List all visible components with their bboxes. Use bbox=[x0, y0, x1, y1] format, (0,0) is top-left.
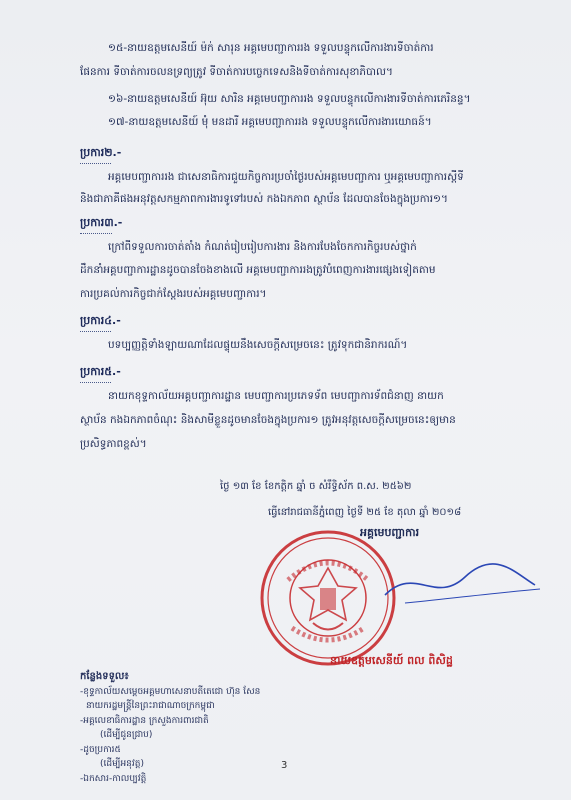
recipient-item: (ដើម្បីអនុវត្ត) bbox=[100, 759, 144, 769]
article-5-line: ស្ថាប័ន កងឯកភាពចំណុះ និងសាមីខ្លួនដូចមានចែងក្នុងប្រការ១ ត្រូវអនុវត្តសេចក្ដីសម្រេចនេះឲ្យមាន bbox=[80, 414, 456, 426]
recipient-item: -ដូចប្រការ៥ bbox=[80, 744, 121, 755]
article-4-line: បទប្បញ្ញត្តិទាំងឡាយណាដែលផ្ទុយនឹងសេចក្ដីសម្រេចនេះ ត្រូវទុកជានិរាករណ៍។ bbox=[108, 339, 408, 351]
article-3-line: ដឹកនាំអគ្គបញ្ជាការដ្ឋានដូចបានចែងខាងលើ អគ្គមេបញ្ជាការរងត្រូវបំពេញការងារផ្សេងទៀតតាម bbox=[80, 264, 436, 276]
assignment-item-17: ១៧-នាយឧត្តមសេនីយ៍ មុំ មនដារី អគ្គមេបញ្ជាការរង ទទួលបន្ទុកលើការងារយោធន៍។ bbox=[108, 116, 432, 128]
recipients-heading: កន្លែងទទួល៖ bbox=[80, 671, 129, 682]
article-4-heading: ប្រការ៤.- bbox=[80, 314, 121, 330]
article-5-heading: ប្រការ៥.- bbox=[80, 365, 121, 381]
article-2-heading: ប្រការ២.- bbox=[80, 146, 121, 162]
recipient-item: នាយករដ្ឋមន្ត្រីនៃព្រះរាជាណាចក្រកម្ពុជា bbox=[86, 701, 215, 711]
article-5-line: នាយកខុទ្ទកាល័យអគ្គបញ្ជាការដ្ឋាន មេបញ្ជាការប្រភេទទ័ព មេបញ្ជាការទ័ពជំនាញ នាយក bbox=[108, 390, 444, 402]
article-5-line: ប្រសិទ្ធភាពខ្ពស់។ bbox=[80, 438, 147, 450]
recipient-item: -អគ្គលេខាធិការដ្ឋាន ក្រសួងការពារជាតិ bbox=[80, 715, 209, 726]
solar-date-place: ធ្វើនៅរាជធានីភ្នំពេញ ថ្ងៃទី ២៥ ខែ តុលា ឆ្នាំ ២០១៨ bbox=[268, 507, 462, 518]
assignment-item-15: ១៥-នាយឧត្តមសេនីយ៍ ម៉ក់ សារុន អគ្គមេបញ្ជាការរង ទទួលបន្ទុកលើការងារទីចាត់ការ bbox=[108, 42, 434, 54]
article-2-line: អគ្គមេបញ្ជាការរង ជាសេនាធិការជួយកិច្ចការប្រចាំថ្ងៃរបស់អគ្គមេបញ្ជាការ ឬអគ្គមេបញ្ជាការស្ដីទី bbox=[108, 171, 464, 183]
assignment-item-16: ១៦-នាយឧត្តមសេនីយ៍ អ៊ុយ សារិន អគ្គមេបញ្ជាការរង ទទួលបន្ទុកលើការងារទីចាត់ការភេរិនន្ទ។ bbox=[108, 93, 471, 105]
assignment-item-15-continued: ផែនការ ទីចាត់ការចលនទ្រព្យត្រូវ ទីចាត់ការបច្ចេកទេសនិងទីចាត់ការសុខាភិបាល។ bbox=[80, 66, 393, 78]
article-3-line: ការប្រគល់ការកិច្ចជាក់ស្ដែងរបស់អគ្គមេបញ្ជាការ។ bbox=[80, 288, 267, 300]
recipient-item: -ខុទ្ទកាល័យសម្ដេចអគ្គមហាសេនាបតីតេជោ ហ៊ុន សែន bbox=[80, 686, 261, 697]
lunar-date: ថ្ងៃ ១៣ ខែ ខែកត្ដិក ឆ្នាំ ច សំរឹទ្ធិស័ក ព.ស. ២៥៦២ bbox=[220, 481, 412, 492]
article-3-heading: ប្រការ៣.- bbox=[80, 216, 122, 232]
article-2-line: និងជាភាគីផងអនុវត្តសកម្មភាពការងារទូទៅរបស់ កងឯកភាព ស្ថាប័ន ដែលបានចែងក្នុងប្រការ១។ bbox=[80, 193, 448, 205]
handwritten-signature bbox=[375, 555, 545, 615]
signatory-name: នាយឧត្តមសេនីយ៍ ពល ពិសិដ្ឋ bbox=[330, 654, 453, 667]
recipient-item: -ឯកសារ-កាលប្បវត្តិ bbox=[80, 773, 147, 784]
article-3-line: ក្រៅពីទទួលការចាត់តាំង កំណត់រៀបរៀបការងារ និងការបែងចែកការកិច្ចរបស់ថ្នាក់ bbox=[108, 241, 417, 253]
page-number: 3 bbox=[281, 760, 288, 771]
recipients-list bbox=[80, 670, 260, 786]
recipient-item: (ដើម្បីជូនជ្រាប) bbox=[100, 730, 153, 740]
signatory-title: អគ្គមេបញ្ជាការ bbox=[360, 526, 420, 539]
